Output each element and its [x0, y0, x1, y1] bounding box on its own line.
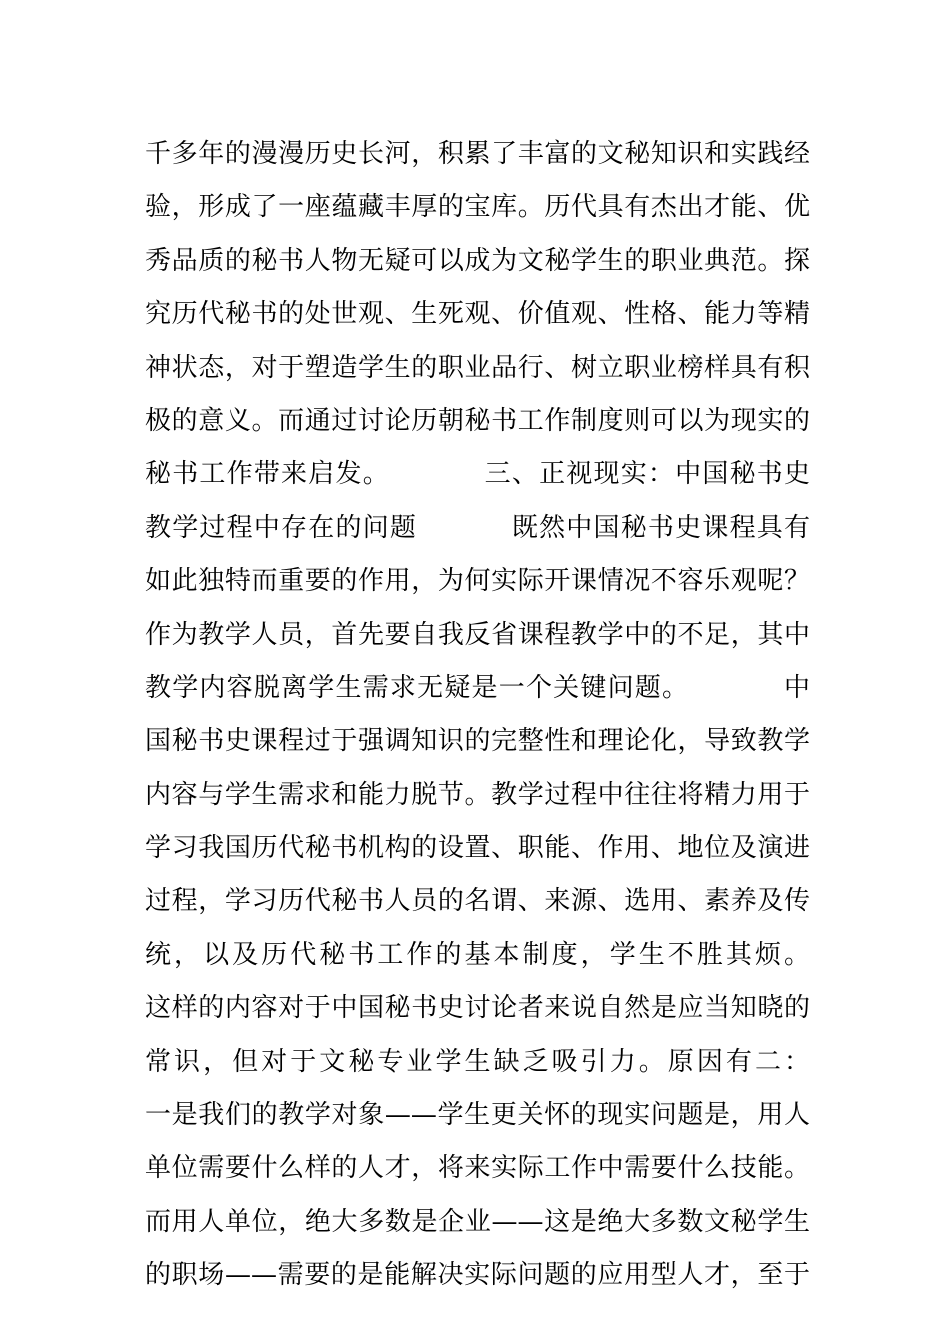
text-line: 千多年的漫漫历史长河，积累了丰富的文秘知识和实践经 [145, 139, 810, 169]
text-line: 神状态，对于塑造学生的职业品行、树立职业榜样具有积 [145, 352, 810, 383]
text-line: 过程，学习历代秘书人员的名谓、来源、选用、素养及传 [145, 886, 810, 917]
text-line: 如此独特而重要的作用，为何实际开课情况不容乐观呢？ [145, 566, 810, 597]
text-line: 的职场——需要的是能解决实际问题的应用型人才，至于 [145, 1260, 810, 1291]
text-line: 究历代秘书的处世观、生死观、价值观、性格、能力等精 [145, 299, 810, 330]
text-line: 作为教学人员，首先要自我反省课程教学中的不足，其中 [145, 619, 810, 650]
text-line: 而用人单位，绝大多数是企业——这是绝大多数文秘学生 [145, 1206, 810, 1237]
text-line: 内容与学生需求和能力脱节。教学过程中往往将精力用于 [145, 779, 810, 810]
body-text [145, 128, 810, 1303]
text-line: 单位需要什么样的人才，将来实际工作中需要什么技能。 [145, 1153, 810, 1184]
text-line: 教学过程中存在的问题 既然中国秘书史课程具有 [145, 512, 810, 543]
text-line: 秀品质的秘书人物无疑可以成为文秘学生的职业典范。探 [145, 245, 810, 276]
text-line: 国秘书史课程过于强调知识的完整性和理论化，导致教学 [145, 726, 810, 757]
text-line: 一是我们的教学对象——学生更关怀的现实问题是，用人 [145, 1100, 810, 1131]
text-line: 秘书工作带来启发。 三、正视现实：中国秘书史 [145, 459, 810, 490]
text-line: 这样的内容对于中国秘书史讨论者来说自然是应当知晓的 [145, 993, 810, 1024]
text-line: 学习我国历代秘书机构的设置、职能、作用、地位及演进 [145, 833, 810, 864]
text-line: 统，以及历代秘书工作的基本制度，学生不胜其烦。 [145, 939, 810, 970]
text-line: 常识，但对于文秘专业学生缺乏吸引力。原因有二： [145, 1046, 810, 1077]
text-line: 验，形成了一座蕴藏丰厚的宝库。历代具有杰出才能、优 [145, 192, 810, 223]
text-line: 教学内容脱离学生需求无疑是一个关键问题。 中 [145, 672, 810, 703]
text-line: 极的意义。而通过讨论历朝秘书工作制度则可以为现实的 [145, 405, 810, 436]
